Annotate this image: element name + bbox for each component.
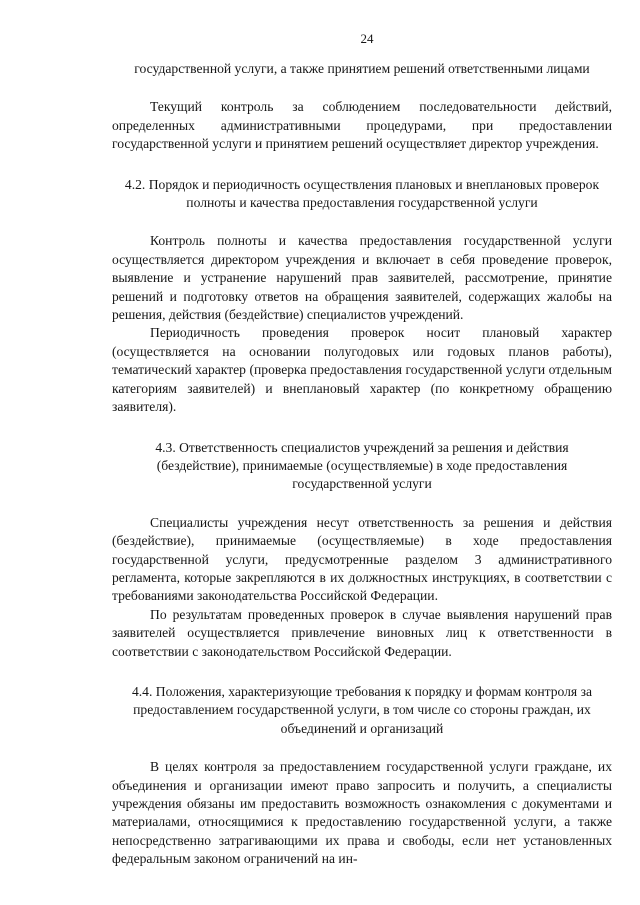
section-heading: 4.2. Порядок и периодичность осуществления плановых и внеплановых проверок полноты и качества предоставления государственной услуги — [124, 176, 600, 211]
spacer — [112, 78, 612, 98]
page-number: 24 — [360, 31, 374, 46]
spacer — [112, 212, 612, 232]
section-heading: 4.3. Ответственность специалистов учреждений за решения и действия (бездействие), принимаемые (осуществляемые) в ходе предоставления государственной услуги — [155, 439, 569, 492]
body-paragraph: Специалисты учреждения несут ответственность за решения и действия (бездействие), принимаемые (осуществляемые) в ходе предоставления государственной услуги, предусмотренные разделом 3 административного регламента, которые закрепляются в их должностных инструкциях, в соответствии с требованиями законодательства Российской Федерации. — [112, 514, 612, 604]
spacer — [112, 417, 612, 439]
body-paragraph: Текущий контроль за соблюдением последовательности действий, определенных административными процедурами, при предоставлении государственной услуги и принятием решений осуществляет директор учреждения. — [112, 99, 612, 152]
section-heading: 4.4. Положения, характеризующие требования к порядку и формам контроля за предоставлением государственной услуги, в том числе со стороны граждан, их объединений и организаций — [131, 683, 592, 736]
spacer — [112, 661, 612, 683]
spacer — [112, 738, 612, 758]
spacer — [112, 494, 612, 514]
body-paragraph: Периодичность проведения проверок носит плановый характер (осуществляется на основании полугодовых или годовых планов работы), тематический характер (проверка предоставления государственной услуги отдельным категориям заявителей) и внеплановый характер (по конкретному обращению заявителя). — [112, 325, 612, 415]
section-heading: государственной услуги, а также принятием решений ответственными лицами — [134, 61, 590, 76]
body-paragraph: Контроль полноты и качества предоставления государственной услуги осуществляется директором учреждения и включает в себя проведение проверок, выявление и устранение нарушений прав заявителей, рассмотрение, принятие решений и подготовку ответов на обращения заявителей, содержащих жалобы на решения, действия (бездействие) специалистов учреждений. — [112, 233, 612, 323]
document-body — [112, 60, 612, 869]
body-paragraph: По результатам проведенных проверок в случае выявления нарушений прав заявителей осуществляется привлечение виновных лиц к ответственности в соответствии с законодательством Российской Федерации. — [112, 606, 612, 659]
spacer — [112, 154, 612, 176]
body-paragraph: В целях контроля за предоставлением государственной услуги граждане, их объединения и организации имеют право запросить и получить, а специалисты учреждения обязаны им предоставить возможность ознакомления с документами и материалами, относящимися к предоставлению государственной услуги, а также непосредственно затрагивающими их права и свободы, если нет установленных федеральным законом ограничений на ин- — [112, 759, 612, 867]
